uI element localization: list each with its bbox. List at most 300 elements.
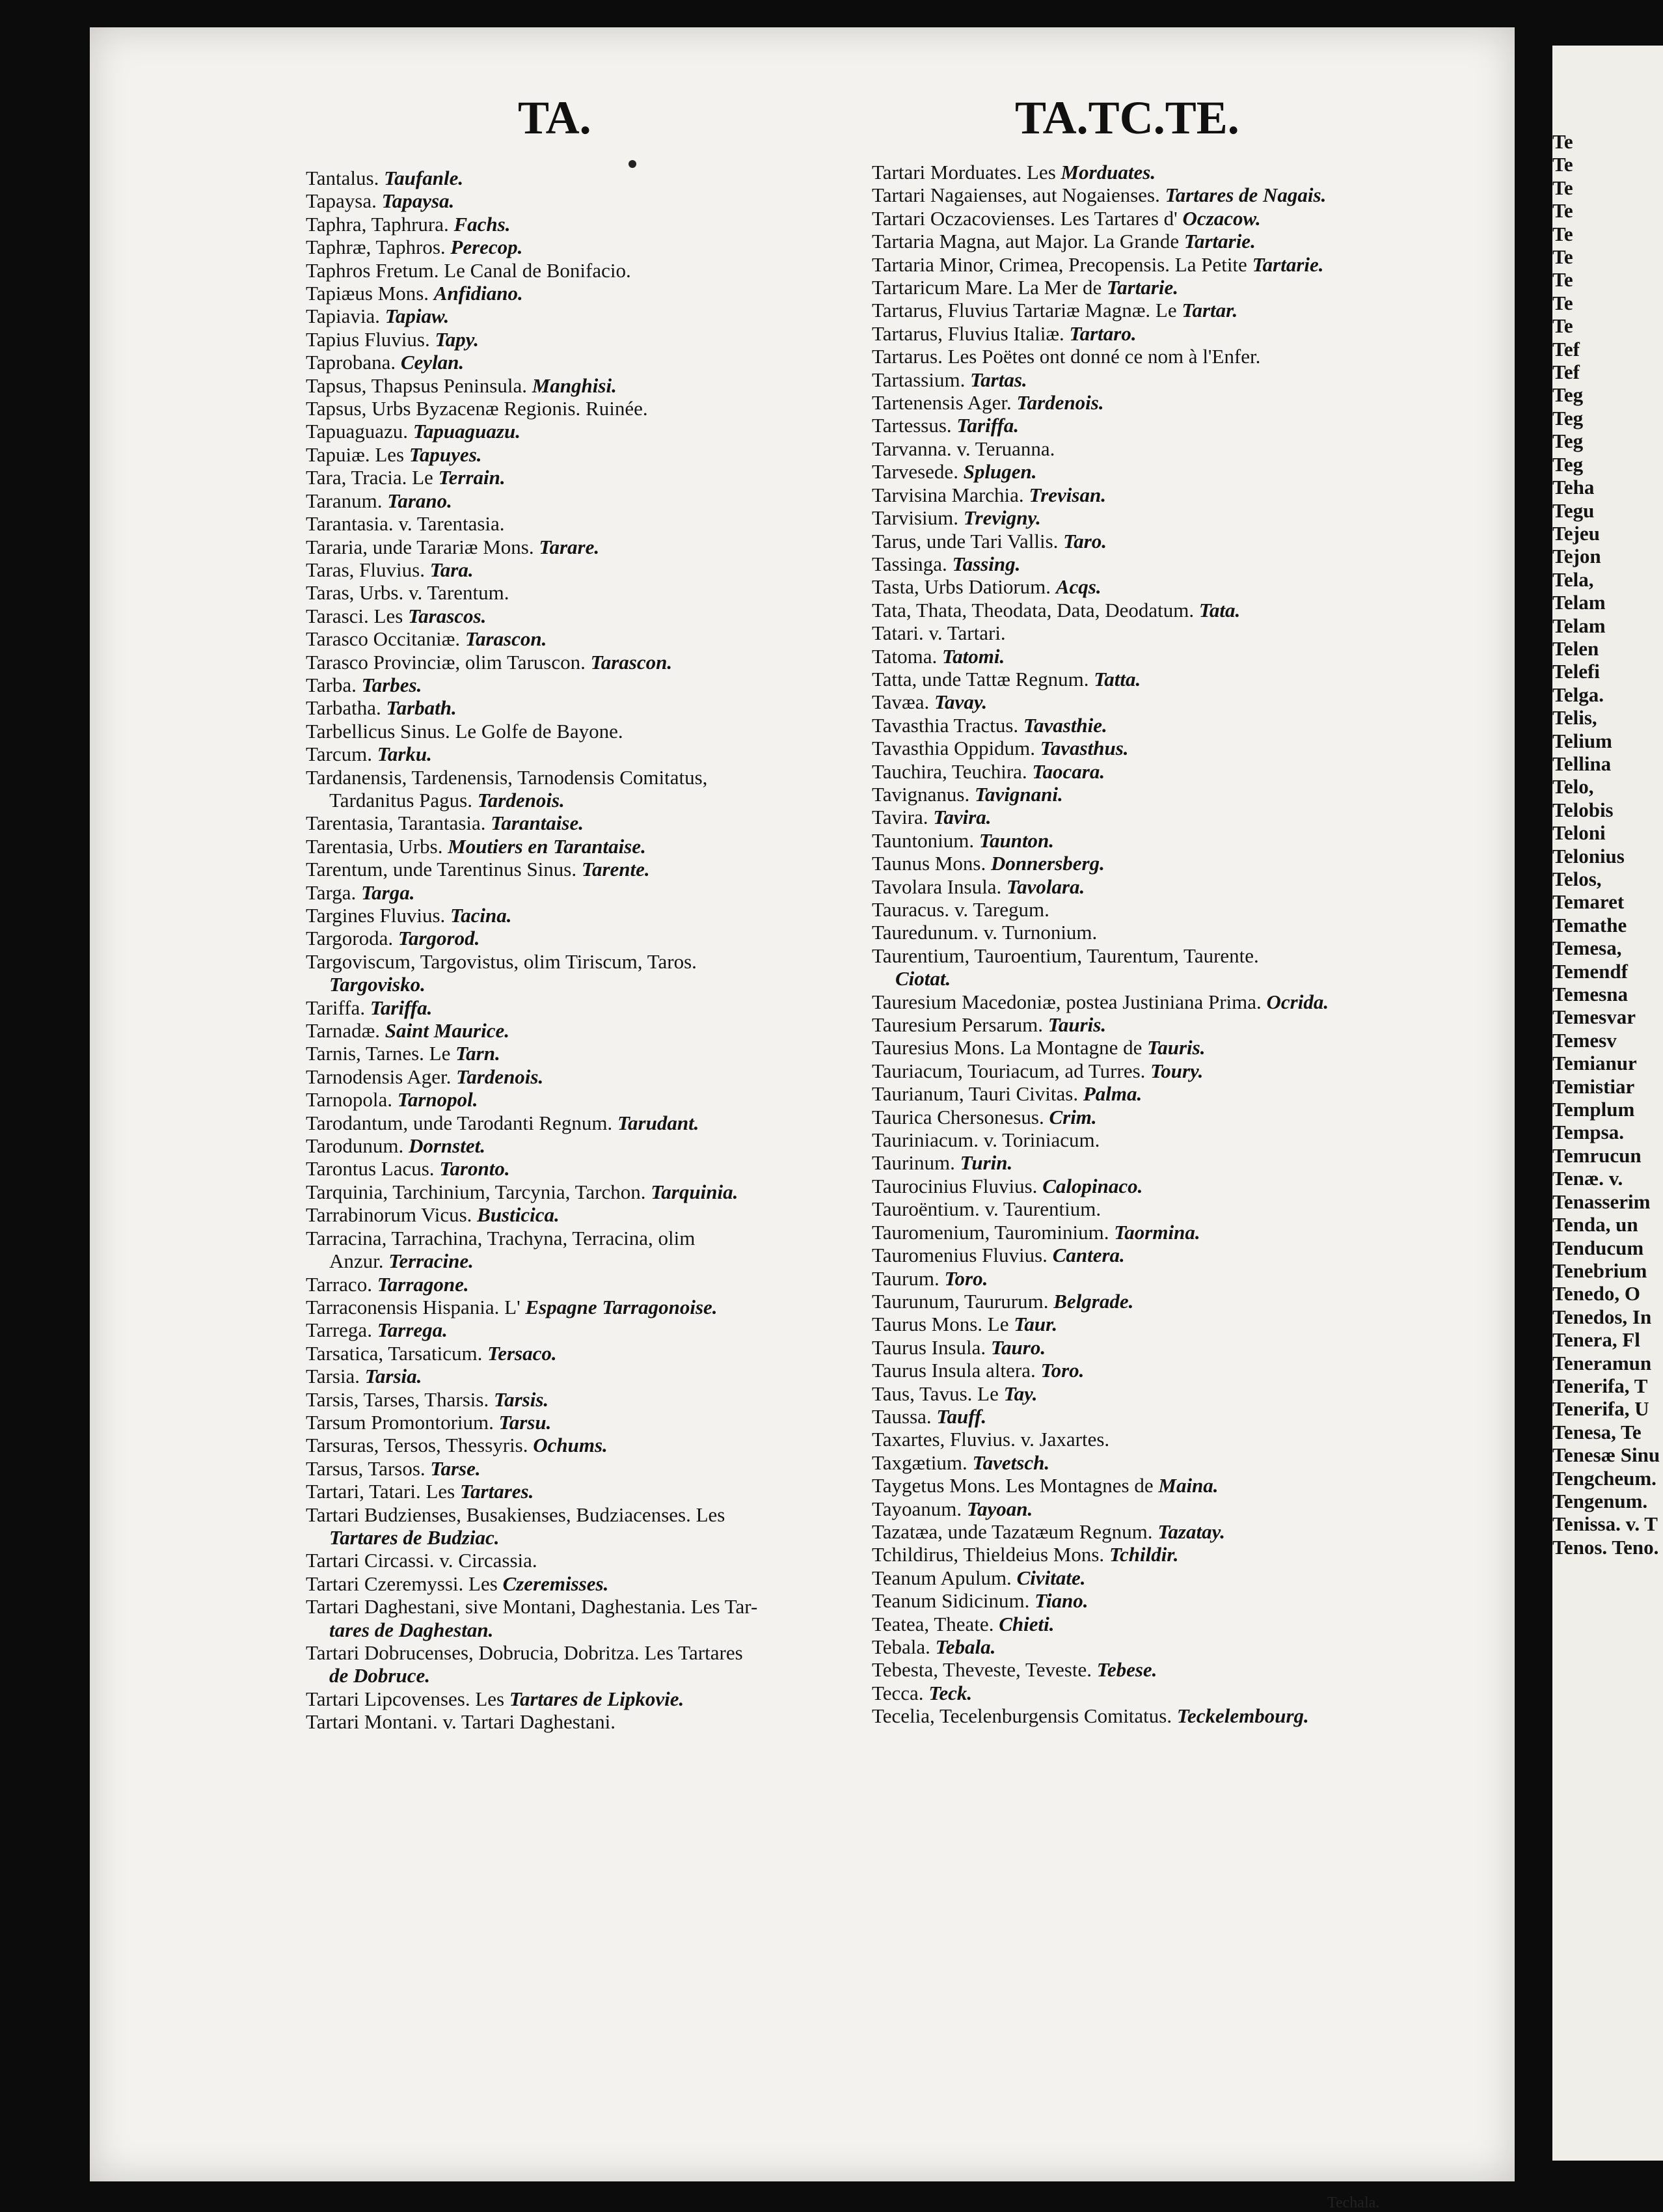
entry-vernacular: Anfidiano. — [433, 282, 523, 305]
dictionary-entry — [872, 207, 1425, 230]
entry-vernacular: Toro. — [944, 1266, 988, 1290]
entry-latin: Tantalus. — [306, 167, 379, 189]
entry-vernacular: Tartares de Nagais. — [1165, 184, 1327, 207]
entry-vernacular: Tapuaguazu. — [412, 420, 521, 443]
next-page-fragment: Tegu — [1552, 498, 1595, 522]
dictionary-entry — [872, 1244, 1425, 1266]
right-column-header: TA.TC.TE. — [1015, 92, 1239, 144]
right-column — [872, 161, 1425, 1728]
next-page-fragment: Tef — [1552, 337, 1580, 361]
entry-latin: Tarbellicus Sinus. Le Golfe de Bayone. — [306, 719, 623, 743]
entry-vernacular: Manghisi. — [532, 374, 617, 397]
dictionary-entry — [306, 1112, 859, 1134]
next-page-fragment: Tenos. Teno. — [1552, 1535, 1659, 1559]
next-page-fragment: Tenedos, In — [1552, 1305, 1652, 1328]
dictionary-entry — [306, 1641, 859, 1664]
dictionary-entry — [306, 1526, 859, 1549]
dictionary-entry — [872, 1635, 1425, 1658]
entry-latin: Taunus Mons. — [872, 852, 986, 875]
next-page-fragment: Te — [1552, 245, 1573, 269]
dictionary-entry — [872, 1290, 1425, 1313]
entry-vernacular: Tauff. — [936, 1404, 987, 1428]
dictionary-entry — [306, 1157, 859, 1180]
next-page-fragment: Teha — [1552, 476, 1595, 499]
entry-vernacular: Tazatay. — [1157, 1520, 1225, 1543]
entry-latin: Tarasci. Les — [306, 604, 403, 627]
dictionary-entry — [306, 1019, 859, 1042]
dictionary-entry — [306, 259, 859, 282]
entry-latin: Tarvisium. — [872, 506, 959, 530]
dictionary-entry — [306, 328, 859, 351]
entry-vernacular: Oczacow. — [1182, 206, 1261, 230]
entry-vernacular: Tapy. — [435, 327, 479, 351]
next-page-fragment: Te — [1552, 176, 1573, 199]
next-page-fragment: Te — [1552, 291, 1573, 314]
entry-latin: Tartari Budzienses, Busakienses, Budziacenses. Les — [306, 1503, 725, 1526]
dictionary-entry — [306, 167, 859, 189]
dictionary-entry — [306, 973, 859, 996]
entry-latin: Tarnopola. — [306, 1088, 392, 1112]
entry-vernacular: Tarragone. — [377, 1272, 469, 1296]
entry-vernacular: Tartares de Lipkovie. — [509, 1687, 684, 1710]
dictionary-entry — [872, 1658, 1425, 1681]
entry-latin: Taurum. — [872, 1266, 940, 1290]
entry-vernacular: Tavolara. — [1007, 875, 1085, 898]
entry-latin: Tapuaguazu. — [306, 420, 409, 443]
dictionary-entry — [872, 1267, 1425, 1290]
entry-vernacular: Tarnopol. — [397, 1088, 478, 1112]
entry-latin: Tartari Montani. v. Tartari Daghestani. — [306, 1710, 616, 1734]
dictionary-entry — [872, 645, 1425, 668]
dictionary-entry — [872, 852, 1425, 875]
entry-vernacular: Tavasthus. — [1040, 737, 1129, 760]
dictionary-entry — [306, 1480, 859, 1503]
entry-vernacular: Tarku. — [377, 743, 432, 766]
entry-latin: Taurus Insula. — [872, 1335, 986, 1359]
entry-vernacular: Taufanle. — [384, 167, 464, 189]
entry-vernacular: Busticica. — [477, 1203, 560, 1227]
dictionary-entry — [872, 1543, 1425, 1566]
entry-vernacular: Moutiers en Tarantaise. — [448, 834, 646, 858]
entry-vernacular: Dornstet. — [408, 1134, 485, 1158]
entry-vernacular: Tarsia. — [364, 1365, 422, 1388]
entry-vernacular: Tiano. — [1034, 1589, 1088, 1613]
entry-latin: Targoviscum, Targovistus, olim Tiriscum, Taros. — [306, 949, 697, 973]
dictionary-entry — [306, 1457, 859, 1480]
dictionary-entry — [306, 466, 859, 489]
entry-vernacular: Tavasthie. — [1023, 713, 1107, 737]
entry-latin: Taxartes, Fluvius. v. Jaxartes. — [872, 1428, 1110, 1451]
dictionary-entry — [306, 1134, 859, 1157]
entry-vernacular: Ochums. — [533, 1434, 608, 1457]
entry-latin: Tavæa. — [872, 690, 930, 714]
dictionary-entry — [872, 1197, 1425, 1220]
next-page-fragment: Tempsa. — [1552, 1121, 1624, 1144]
entry-vernacular: Calopinaco. — [1042, 1174, 1143, 1197]
entry-latin: Tasta, Urbs Datiorum. — [872, 575, 1051, 599]
entry-latin: Tavasthia Tractus. — [872, 713, 1019, 737]
entry-latin: Tartari Daghestani, sive Montani, Daghestania. Les Tar- — [306, 1595, 758, 1618]
dictionary-entry — [306, 1088, 859, 1111]
entry-latin: Tartassium. — [872, 368, 966, 391]
dictionary-entry — [872, 575, 1425, 598]
entry-vernacular: Teckelembourg. — [1176, 1704, 1309, 1728]
entry-latin: Tapsus, Thapsus Peninsula. — [306, 374, 527, 397]
next-page-fragment: Telga. — [1552, 683, 1604, 706]
entry-latin: Tartari Oczacovienses. Les Tartares d' — [872, 206, 1178, 230]
entry-vernacular: Tapaysa. — [381, 189, 455, 213]
dictionary-entry — [872, 1151, 1425, 1174]
next-page-fragment: Telefi — [1552, 660, 1600, 683]
next-page-fragment: Telam — [1552, 614, 1606, 637]
entry-vernacular: Tarare. — [539, 535, 600, 558]
entry-vernacular: Tassing. — [952, 552, 1021, 575]
next-page-fragment: Temendf — [1552, 959, 1628, 983]
entry-latin: Tartaricum Mare. La Mer de — [872, 276, 1102, 299]
entry-vernacular: Tapiaw. — [385, 305, 450, 328]
entry-vernacular: Tarbes. — [361, 673, 422, 696]
entry-vernacular: de Dobruce. — [329, 1664, 430, 1687]
entry-latin: Tarodantum, unde Tarodanti Regnum. — [306, 1111, 613, 1134]
dictionary-entry — [306, 1572, 859, 1595]
dictionary-entry — [306, 374, 859, 397]
entry-latin: Taras, Urbs. v. Tarentum. — [306, 581, 509, 605]
next-page-fragment: Te — [1552, 130, 1573, 153]
entry-vernacular: Taur. — [1014, 1313, 1058, 1336]
dictionary-entry — [872, 161, 1425, 184]
dictionary-entry — [306, 627, 859, 650]
entry-vernacular: Tchildir. — [1109, 1543, 1179, 1566]
entry-latin: Tayoanum. — [872, 1497, 962, 1520]
dictionary-entry — [306, 1181, 859, 1203]
dictionary-entry — [872, 783, 1425, 806]
dictionary-entry — [872, 1359, 1425, 1382]
dictionary-entry — [872, 414, 1425, 437]
dictionary-entry — [306, 1296, 859, 1318]
entry-vernacular: Tarascos. — [408, 604, 487, 627]
dictionary-entry — [872, 345, 1425, 368]
entry-latin: Tartaria Minor, Crimea, Precopensis. La Petite — [872, 253, 1247, 276]
entry-latin: Tapiavia. — [306, 305, 381, 328]
entry-latin: Tarsuras, Tersos, Thessyris. — [306, 1434, 528, 1457]
entry-vernacular: Tarrega. — [377, 1318, 448, 1342]
entry-latin: Tarasco Provinciæ, olim Taruscon. — [306, 650, 586, 674]
dictionary-entry — [306, 213, 859, 236]
entry-latin: Tauresium Macedoniæ, postea Justiniana Prima. — [872, 990, 1262, 1013]
next-page-fragment: Telam — [1552, 591, 1606, 614]
dictionary-entry — [872, 276, 1425, 299]
entry-vernacular: Taocara. — [1032, 759, 1105, 783]
entry-latin: Tartarus. Les Poëtes ont donné ce nom à l'Enfer. — [872, 345, 1261, 368]
dictionary-entry — [306, 605, 859, 627]
dictionary-entry — [872, 299, 1425, 321]
entry-vernacular: Trevisan. — [1029, 483, 1106, 506]
entry-latin: Tarrabinorum Vicus. — [306, 1203, 472, 1227]
entry-vernacular: Tauris. — [1147, 1036, 1206, 1059]
entry-latin: Tauracus. v. Taregum. — [872, 898, 1049, 921]
next-page-fragment: Temesv — [1552, 1028, 1617, 1052]
entry-vernacular: Tartares. — [459, 1480, 534, 1503]
entry-vernacular: Cantera. — [1052, 1244, 1125, 1267]
entry-vernacular: Tarn. — [455, 1042, 500, 1065]
dictionary-entry — [872, 875, 1425, 898]
entry-vernacular: Tarse. — [430, 1456, 481, 1480]
next-page-fragment: Tenissa. v. T — [1552, 1512, 1658, 1536]
entry-latin: Tarracina, Tarrachina, Trachyna, Terracina, olim — [306, 1226, 696, 1249]
dictionary-entry — [306, 720, 859, 743]
dictionary-entry — [306, 1595, 859, 1618]
entry-latin: Tarontus Lacus. — [306, 1157, 435, 1181]
entry-latin: Tapius Fluvius. — [306, 327, 430, 351]
dictionary-entry — [872, 437, 1425, 460]
entry-latin: Tebesta, Theveste, Teveste. — [872, 1658, 1092, 1682]
dictionary-entry — [872, 1428, 1425, 1451]
entry-vernacular: Terrain. — [438, 466, 506, 489]
entry-vernacular: Chieti. — [999, 1612, 1055, 1635]
entry-vernacular: Tebese. — [1096, 1658, 1157, 1682]
dictionary-entry — [872, 460, 1425, 483]
next-page-fragment: Teg — [1552, 406, 1584, 430]
next-page-fragment: Te — [1552, 314, 1573, 338]
entry-latin: Tchildirus, Thieldeius Mons. — [872, 1543, 1105, 1566]
next-page-fragment: Tejeu — [1552, 521, 1600, 545]
entry-latin: Taphra, Taphrura. — [306, 212, 449, 236]
dictionary-entry — [306, 651, 859, 674]
dictionary-entry — [872, 322, 1425, 345]
entry-latin: Tartarus, Fluvius Tartariæ Magnæ. Le — [872, 299, 1177, 322]
entry-latin: Tartenensis Ager. — [872, 391, 1012, 415]
entry-vernacular: Perecop. — [450, 236, 523, 259]
entry-latin: Tarsis, Tarses, Tharsis. — [306, 1387, 489, 1411]
entry-latin: Taurica Chersonesus. — [872, 1105, 1044, 1128]
entry-vernacular: Espagne Tarragonoise. — [525, 1295, 718, 1318]
dictionary-entry — [872, 599, 1425, 621]
entry-vernacular: Tacina. — [450, 904, 512, 927]
entry-latin: Tartari, Tatari. Les — [306, 1480, 455, 1503]
entry-latin: Tavira. — [872, 806, 928, 829]
entry-vernacular: Tardenois. — [456, 1065, 544, 1088]
entry-vernacular: Tavetsch. — [972, 1451, 1050, 1474]
dictionary-entry — [872, 1128, 1425, 1151]
dictionary-entry — [306, 397, 859, 420]
next-page-fragment: Telobis — [1552, 798, 1614, 821]
entry-vernacular: Terracine. — [388, 1249, 474, 1273]
entry-vernacular: Tarascon. — [590, 650, 673, 674]
next-page-fragment: Tenera, Fl — [1552, 1328, 1640, 1352]
entry-latin: Tartari Morduates. Les — [872, 161, 1056, 184]
dictionary-entry — [306, 881, 859, 904]
entry-latin: Tarnodensis Ager. — [306, 1065, 452, 1088]
entry-latin: Tecelia, Tecelenburgensis Comitatus. — [872, 1704, 1172, 1728]
dictionary-entry — [872, 1497, 1425, 1520]
next-page-fragment: Temesvar — [1552, 1005, 1636, 1029]
dictionary-entry — [306, 1203, 859, 1226]
entry-vernacular: Maina. — [1158, 1474, 1219, 1497]
entry-latin: Tarvesede. — [872, 460, 958, 484]
dictionary-entry — [306, 443, 859, 466]
entry-vernacular: Trevigny. — [963, 506, 1041, 530]
entry-latin: Tavolara Insula. — [872, 875, 1002, 898]
next-page-fragment: Tef — [1552, 361, 1580, 384]
entry-vernacular: Taunton. — [979, 828, 1055, 852]
dictionary-entry — [872, 484, 1425, 506]
next-page-fragment: Tenerifa, U — [1552, 1397, 1649, 1421]
dictionary-entry — [306, 1249, 859, 1272]
next-page-fragment: Telos, — [1552, 867, 1602, 890]
entry-vernacular: Czeremisses. — [502, 1572, 609, 1595]
left-column-header: TA. — [518, 92, 591, 144]
entry-latin: Tazatæa, unde Tazatæum Regnum. — [872, 1520, 1153, 1543]
entry-latin: Taranum. — [306, 489, 383, 512]
entry-vernacular: Tersaco. — [487, 1341, 557, 1365]
entry-continuation: Anzur. — [329, 1249, 389, 1273]
dictionary-entry — [872, 690, 1425, 713]
entry-latin: Tavignanus. — [872, 782, 970, 806]
next-page-column — [1552, 130, 1663, 1559]
entry-latin: Tarnis, Tarnes. Le — [306, 1042, 451, 1065]
dictionary-entry — [306, 1411, 859, 1434]
next-page-fragment: Temesa, — [1552, 936, 1622, 960]
entry-latin: Tebala. — [872, 1635, 930, 1658]
entry-latin: Tarsatica, Tarsaticum. — [306, 1341, 483, 1365]
entry-continuation: Tardanitus Pagus. — [329, 788, 478, 812]
dictionary-entry — [306, 766, 859, 789]
entry-latin: Tara, Tracia. Le — [306, 466, 433, 489]
next-page-fragment: Tenesa, Te — [1552, 1420, 1642, 1443]
entry-latin: Tauresium Persarum. — [872, 1013, 1043, 1037]
dictionary-entry — [872, 1451, 1425, 1474]
left-column — [306, 167, 859, 1734]
next-page-fragment: Telo, — [1552, 775, 1594, 799]
entry-latin: Tavasthia Oppidum. — [872, 737, 1035, 760]
next-page-fragment: Te — [1552, 199, 1573, 223]
dictionary-entry — [306, 536, 859, 558]
dictionary-entry — [306, 743, 859, 765]
entry-latin: Tassinga. — [872, 552, 947, 575]
entry-latin: Tecca. — [872, 1681, 924, 1704]
entry-latin: Taurus Insula altera. — [872, 1359, 1036, 1382]
entry-vernacular: Tavira. — [933, 806, 992, 829]
entry-vernacular: Civitate. — [1016, 1566, 1086, 1589]
entry-vernacular: Tariffa. — [956, 414, 1020, 437]
dictionary-entry — [306, 282, 859, 305]
dictionary-entry — [872, 230, 1425, 253]
entry-latin: Tartari Circassi. v. Circassia. — [306, 1549, 537, 1572]
entry-vernacular: Tariffa. — [370, 996, 433, 1019]
entry-latin: Tartarus, Fluvius Italiæ. — [872, 321, 1064, 345]
entry-latin: Tarvisina Marchia. — [872, 483, 1024, 506]
entry-latin: Tapuiæ. Les — [306, 443, 405, 466]
entry-vernacular: Acqs. — [1055, 575, 1102, 599]
entry-vernacular: Saint Maurice. — [385, 1019, 510, 1043]
entry-latin: Tauresius Mons. La Montagne de — [872, 1036, 1142, 1059]
dictionary-entry — [306, 1549, 859, 1572]
next-page-fragment: Tengenum. — [1552, 1489, 1648, 1512]
next-page-fragment: Te — [1552, 268, 1573, 292]
next-page-fragment: Tenebrium — [1552, 1259, 1647, 1282]
dictionary-entry — [306, 189, 859, 212]
dictionary-entry — [872, 1082, 1425, 1105]
entry-latin: Targines Fluvius. — [306, 904, 446, 927]
entry-latin: Tauriniacum. v. Toriniacum. — [872, 1128, 1100, 1152]
next-page-fragment: Temianur — [1552, 1052, 1637, 1075]
catchword: Techala. — [1327, 2194, 1380, 2211]
entry-latin: Tauredunum. v. Turnonium. — [872, 921, 1098, 944]
next-page-fragment: Tenedo, O — [1552, 1282, 1640, 1305]
entry-vernacular: Fachs. — [453, 212, 511, 236]
dictionary-entry — [306, 1365, 859, 1387]
entry-vernacular: Turin. — [960, 1151, 1013, 1175]
dictionary-entry — [872, 829, 1425, 852]
entry-latin: Taurunum, Taururum. — [872, 1289, 1049, 1313]
entry-vernacular: Ocrida. — [1266, 990, 1329, 1013]
entry-vernacular: Tardenois. — [477, 788, 565, 812]
next-page-fragment: Temathe — [1552, 913, 1627, 936]
entry-latin: Taphros Fretum. Le Canal de Bonifacio. — [306, 258, 631, 282]
next-page-fragment: Tenda, un — [1552, 1213, 1638, 1236]
dictionary-entry — [872, 1313, 1425, 1335]
entry-vernacular: Tapuyes. — [409, 443, 482, 466]
entry-latin: Taus, Tavus. Le — [872, 1382, 999, 1405]
dictionary-entry — [872, 621, 1425, 644]
entry-latin: Tarsum Promontorium. — [306, 1410, 494, 1434]
dictionary-entry — [306, 789, 859, 812]
dictionary-entry — [306, 236, 859, 258]
entry-vernacular: Tarudant. — [617, 1111, 699, 1134]
entry-latin: Tarbatha. — [306, 696, 381, 720]
entry-vernacular: Targovisko. — [329, 973, 426, 996]
entry-vernacular: Tayoan. — [966, 1497, 1033, 1520]
entry-latin: Tarraco. — [306, 1272, 372, 1296]
dictionary-entry — [872, 990, 1425, 1013]
entry-latin: Taurinum. — [872, 1151, 955, 1175]
next-page-fragment: Tellina — [1552, 752, 1612, 775]
next-page-fragment: Temrucun — [1552, 1143, 1642, 1167]
dictionary-entry — [872, 1013, 1425, 1036]
entry-vernacular: Taronto. — [439, 1157, 510, 1181]
dictionary-entry — [306, 420, 859, 443]
next-page-fragment: Temistiar — [1552, 1074, 1635, 1098]
entry-vernacular: tares de Daghestan. — [329, 1618, 494, 1641]
dictionary-entry — [872, 806, 1425, 828]
dictionary-entry — [306, 996, 859, 1019]
entry-latin: Taygetus Mons. Les Montagnes de — [872, 1474, 1154, 1497]
entry-latin: Tarentasia, Tarantasia. — [306, 812, 486, 835]
entry-latin: Tarentasia, Urbs. — [306, 834, 443, 858]
dictionary-entry — [872, 898, 1425, 921]
dictionary-entry — [306, 696, 859, 719]
entry-latin: Tartessus. — [872, 414, 952, 437]
dictionary-entry — [872, 1613, 1425, 1635]
entry-vernacular: Morduates. — [1061, 161, 1156, 184]
dictionary-entry — [872, 668, 1425, 690]
next-page-fragment: Teloni — [1552, 821, 1606, 845]
entry-latin: Tarnadæ. — [306, 1019, 381, 1043]
entry-latin: Tarsus, Tarsos. — [306, 1456, 426, 1480]
entry-vernacular: Ceylan. — [400, 351, 465, 374]
entry-vernacular: Taormina. — [1114, 1220, 1200, 1244]
dictionary-entry — [306, 950, 859, 973]
entry-vernacular: Tartar. — [1182, 299, 1238, 322]
dictionary-entry — [872, 368, 1425, 391]
dictionary-entry — [872, 1175, 1425, 1197]
entry-latin: Tapaysa. — [306, 189, 377, 213]
next-page-fragment: Teg — [1552, 452, 1584, 476]
dictionary-entry — [872, 1382, 1425, 1405]
dictionary-entry — [306, 1664, 859, 1687]
entry-vernacular: Tata. — [1198, 598, 1241, 621]
entry-latin: Tarentum, unde Tarentinus Sinus. — [306, 858, 577, 881]
